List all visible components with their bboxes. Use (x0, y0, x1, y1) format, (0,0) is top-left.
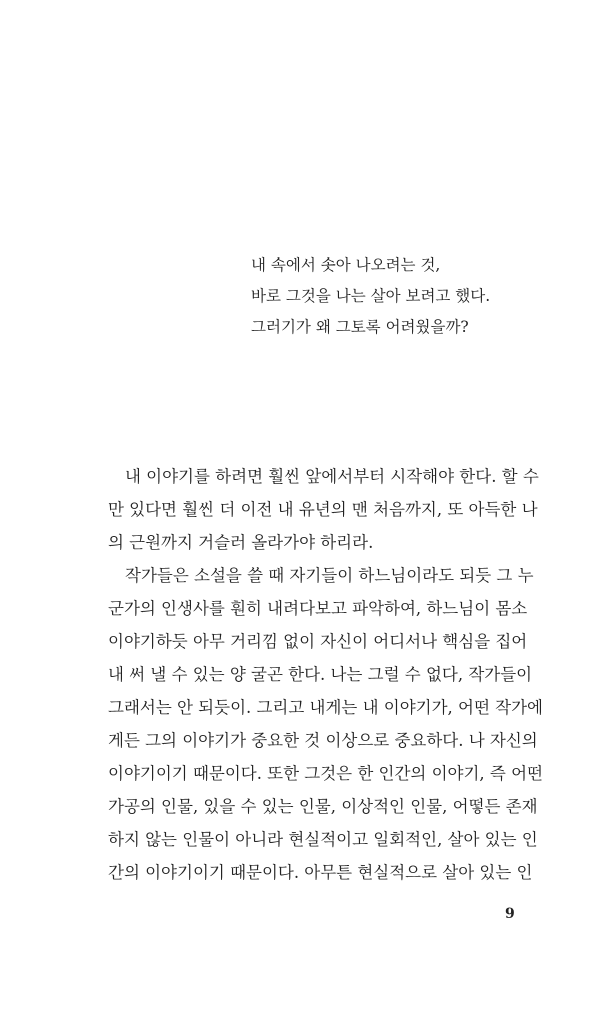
body-text (108, 460, 543, 889)
body-line: 하지 않는 인물이 아니라 현실적이고 일회적인, 살아 있는 인 (108, 830, 538, 849)
body-line: 이야기하듯 아무 거리낌 없이 자신이 어디서나 핵심을 집어 (108, 632, 528, 651)
body-line: 군가의 인생사를 훤히 내려다보고 파악하여, 하느님이 몸소 (108, 599, 528, 618)
body-line: 내 이야기를 하려면 훨씬 앞에서부터 시작해야 한다. 할 수 (125, 467, 539, 486)
body-line: 작가들은 소설을 쓸 때 자기들이 하느님이라도 되듯 그 누 (125, 566, 534, 585)
body-line: 가공의 인물, 있을 수 있는 인물, 이상적인 인물, 어떻든 존재 (108, 797, 538, 816)
body-line: 게든 그의 이야기가 중요한 것 이상으로 중요하다. 나 자신의 (108, 731, 538, 750)
body-line: 만 있다면 훨씬 더 이전 내 유년의 맨 처음까지, 또 아득한 나 (108, 500, 538, 519)
page-number: 9 (505, 906, 515, 922)
epigraph (251, 250, 490, 343)
epigraph-line: 바로 그것을 나는 살아 보려고 했다. (251, 287, 491, 305)
body-line: 이야기이기 때문이다. 또한 그것은 한 인간의 이야기, 즉 어떤 (108, 764, 543, 783)
body-line: 그래서는 안 되듯이. 그리고 내게는 내 이야기가, 어떤 작가에 (108, 698, 543, 717)
body-line: 의 근원까지 거슬러 올라가야 하리라. (108, 533, 374, 552)
epigraph-line: 그러기가 왜 그토록 어려웠을까? (251, 318, 469, 336)
body-line: 내 써 낼 수 있는 양 굴곤 한다. 나는 그럴 수 없다, 작가들이 (108, 665, 533, 684)
body-line: 간의 이야기이기 때문이다. 아무튼 현실적으로 살아 있는 인 (108, 863, 533, 882)
epigraph-line: 내 속에서 솟아 나오려는 것, (251, 256, 441, 274)
